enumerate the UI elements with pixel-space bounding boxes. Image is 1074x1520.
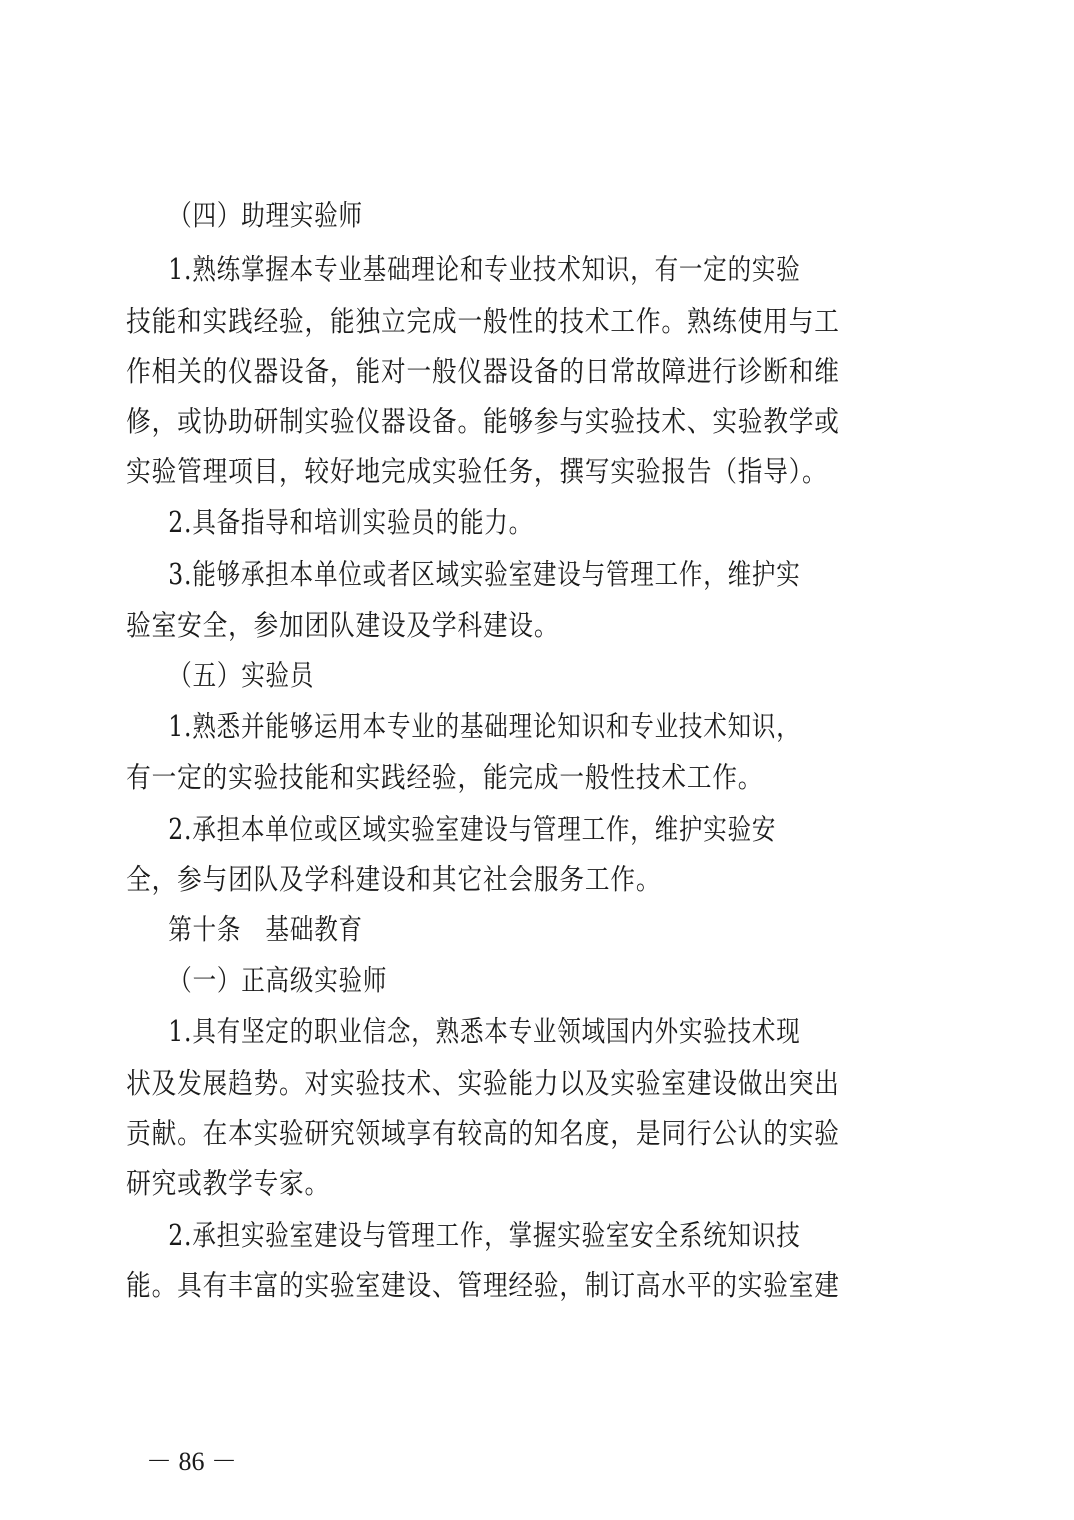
- paragraph-line: 1.熟练掌握本专业基础理论和专业技术知识，有一定的实验: [168, 253, 801, 286]
- paragraph-line: 技能和实践经验，能独立完成一般性的技术工作。熟练使用与工: [126, 305, 840, 338]
- page-number: － 86 －: [146, 1447, 238, 1476]
- paragraph-line: 1.具有坚定的职业信念，熟悉本专业领域国内外实验技术现: [168, 1015, 801, 1048]
- paragraph-line: 3.能够承担本单位或者区域实验室建设与管理工作，维护实: [168, 558, 801, 591]
- section-heading: （四）助理实验师: [168, 199, 363, 232]
- paragraph-line: 有一定的实验技能和实践经验，能完成一般性技术工作。: [126, 761, 764, 794]
- paragraph-line: 作相关的仪器设备，能对一般仪器设备的日常故障进行诊断和维: [126, 355, 840, 388]
- paragraph-line: 研究或教学专家。: [126, 1167, 331, 1200]
- section-heading: （五）实验员: [168, 659, 315, 692]
- paragraph-line: 修，或协助研制实验仪器设备。能够参与实验技术、实验教学或: [126, 405, 840, 438]
- paragraph-line: 贡献。在本实验研究领域享有较高的知名度，是同行公认的实验: [126, 1117, 840, 1150]
- paragraph-line: 2.承担本单位或区域实验室建设与管理工作，维护实验安: [168, 813, 777, 846]
- paragraph-line: 实验管理项目，较好地完成实验任务，撰写实验报告（指导）。: [126, 455, 828, 488]
- section-heading: （一）正高级实验师: [168, 964, 388, 997]
- paragraph-line: 2.承担实验室建设与管理工作，掌握实验室安全系统知识技: [168, 1219, 801, 1252]
- paragraph-line: 验室安全，参加团队建设及学科建设。: [126, 609, 560, 642]
- paragraph-line: 2.具备指导和培训实验员的能力。: [168, 506, 533, 539]
- paragraph-line: 状及发展趋势。对实验技术、实验能力以及实验室建设做出突出: [126, 1067, 840, 1100]
- paragraph-line: 1.熟悉并能够运用本专业的基础理论知识和专业技术知识，: [168, 710, 801, 743]
- article-heading: 第十条 基础教育: [168, 913, 363, 946]
- paragraph-line: 全，参与团队及学科建设和其它社会服务工作。: [126, 863, 662, 896]
- paragraph-line: 能。具有丰富的实验室建设、管理经验，制订高水平的实验室建: [126, 1269, 840, 1302]
